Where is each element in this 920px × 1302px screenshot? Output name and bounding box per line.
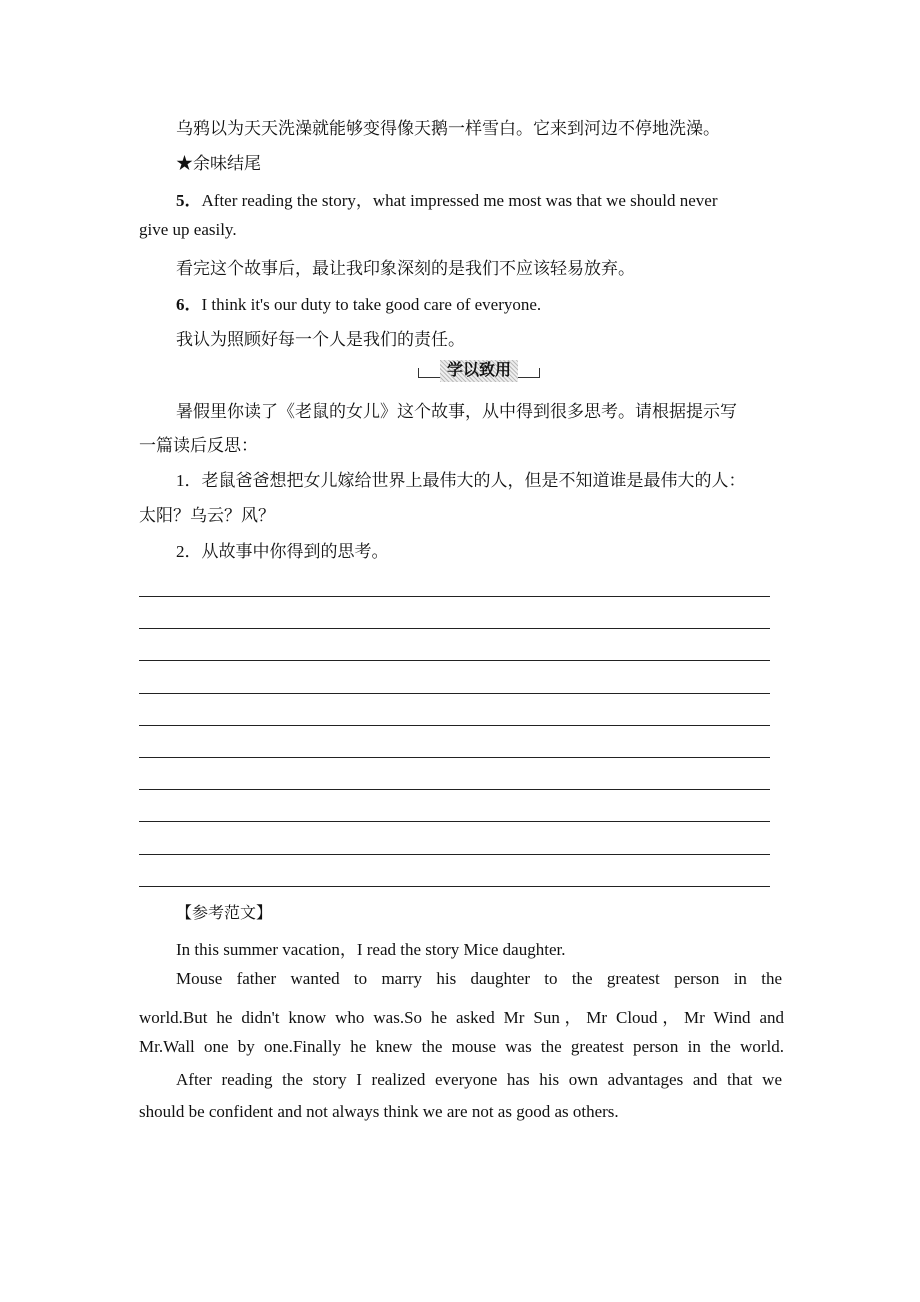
item-number: 5． bbox=[176, 191, 202, 210]
answer-line bbox=[139, 693, 770, 694]
task-text: 暑假里你读了《老鼠的女儿》这个故事，从中得到很多思考。请根据提示写 bbox=[176, 402, 737, 421]
answer-line bbox=[139, 789, 770, 790]
section-heading: ★余味结尾 bbox=[176, 154, 261, 173]
task-hint-1: 1．老鼠爸爸想把女儿嫁给世界上最伟大的人，但是不知道谁是最伟大的人： bbox=[176, 471, 746, 490]
text-line: I think it's our duty to take good care of everyone. bbox=[201, 295, 542, 314]
answer-line bbox=[139, 757, 770, 758]
text-line: After reading the story，what impressed me most was that we should never bbox=[201, 191, 718, 210]
text-line: 看完这个故事后，最让我印象深刻的是我们不应该轻易放弃。 bbox=[176, 259, 635, 278]
answer-line bbox=[139, 660, 770, 661]
answer-line bbox=[139, 596, 770, 597]
task-hint-2: 2．从故事中你得到的思考。 bbox=[176, 542, 389, 561]
answer-line bbox=[139, 725, 770, 726]
example-5 bbox=[176, 186, 782, 211]
text-line: 乌鸦以为天天洗澡就能够变得像天鹅一样雪白。它来到河边不停地洗澡。 bbox=[176, 119, 720, 138]
answer-line bbox=[139, 628, 770, 629]
example-6 bbox=[176, 290, 821, 315]
sample-text: In this summer vacation，I read the story Mice daughter. bbox=[176, 940, 566, 959]
sample-text: should be confident and not always think we are not as good as others. bbox=[139, 1102, 619, 1121]
text-line: give up easily. bbox=[139, 220, 237, 239]
item-number: 6． bbox=[176, 295, 202, 314]
task-text: 一篇读后反思： bbox=[139, 436, 258, 455]
text-line: 我认为照顾好每一个人是我们的责任。 bbox=[176, 330, 465, 349]
sample-text: Mr.Wall one by one.Finally he knew the mouse was the greatest person in the world. bbox=[139, 1037, 784, 1056]
banner-title: 学以致用 bbox=[440, 360, 518, 382]
task-hint-1-cont: 太阳？乌云？风？ bbox=[139, 506, 275, 525]
sample-text: After reading the story I realized everyone has his own advantages and that we bbox=[176, 1070, 782, 1089]
sample-text: Mouse father wanted to marry his daughter to the greatest person in the bbox=[176, 969, 782, 988]
section-banner bbox=[418, 360, 540, 382]
sample-heading: 【参考范文】 bbox=[176, 903, 273, 922]
answer-line bbox=[139, 821, 770, 822]
sample-text: world.But he didn't know who was.So he asked Mr Sun，Mr Cloud，Mr Wind and bbox=[139, 1008, 784, 1027]
answer-line bbox=[139, 886, 770, 887]
answer-line bbox=[139, 854, 770, 855]
